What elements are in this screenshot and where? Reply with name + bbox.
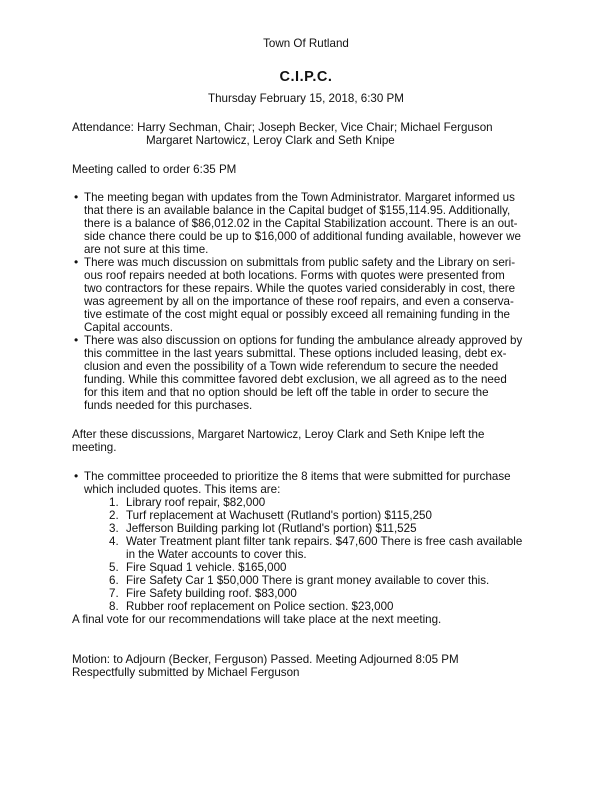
item-number: 2. xyxy=(109,509,119,522)
item-text: Fire Safety Car 1 $50,000 There is grant money available to cover this. xyxy=(126,574,490,587)
paragraph-line: clusion and even the possibility of a Town wide referendum to secure the needed xyxy=(84,360,499,373)
item-text: Water Treatment plant filter tank repairs. $47,600 There is free cash available xyxy=(126,535,523,548)
attendance-line-2: Margaret Nartowicz, Leroy Clark and Seth Knipe xyxy=(146,134,395,147)
paragraph-line: was agreement by all on the importance of these roof repairs, and even a conserva- xyxy=(84,295,514,308)
item-number: 3. xyxy=(109,522,119,535)
item-text: Fire Safety building roof. $83,000 xyxy=(126,587,297,600)
paragraph-line: funds needed for this purchases. xyxy=(84,399,253,412)
paragraph-line: ous roof repairs needed at both locations. Forms with quotes were presented from xyxy=(84,269,505,282)
paragraph-line: for this item and that no option should be left off the table in order to secure the xyxy=(84,386,489,399)
bullet-marker: • xyxy=(74,333,79,347)
paragraph-line: The meeting began with updates from the Town Administrator. Margaret informed us xyxy=(84,191,515,204)
attendance-line-1: Attendance: Harry Sechman, Chair; Joseph Becker, Vice Chair; Michael Ferguson xyxy=(72,121,493,134)
motion-line: Motion: to Adjourn (Becker, Ferguson) Passed. Meeting Adjourned 8:05 PM xyxy=(72,653,459,666)
paragraph-line: funding. While this committee favored debt exclusion, we all agreed as to the need xyxy=(84,373,507,386)
paragraph-line: Capital accounts. xyxy=(84,321,173,334)
item-number: 7. xyxy=(109,587,119,600)
item-number: 1. xyxy=(109,496,119,509)
priority-line-2: which included quotes. This items are: xyxy=(84,483,281,496)
town-name: Town Of Rutland xyxy=(263,37,349,50)
paragraph-line: two contractors for these repairs. While the quotes varied considerably in cost, there xyxy=(84,282,516,295)
item-text: Library roof repair, $82,000 xyxy=(126,496,266,509)
item-text: Jefferson Building parking lot (Rutland's portion) $11,525 xyxy=(126,522,417,535)
item-text: Turf replacement at Wachusett (Rutland's portion) $115,250 xyxy=(126,509,432,522)
paragraph-line: are not sure at this time. xyxy=(84,243,209,256)
paragraph-line: that there is an available balance in the Capital budget of $155,114.95. Additionally, xyxy=(84,204,511,217)
after-discussion-line-2: meeting. xyxy=(72,441,117,454)
item-text: Rubber roof replacement on Police section. $23,000 xyxy=(126,600,394,613)
paragraph-line: There was much discussion on submittals from public safety and the Library on seri- xyxy=(84,256,516,269)
submitted-by: Respectfully submitted by Michael Ferguson xyxy=(72,666,300,679)
bullet-marker: • xyxy=(74,255,79,269)
item-text: Fire Squad 1 vehicle. $165,000 xyxy=(126,561,287,574)
after-discussion-line-1: After these discussions, Margaret Nartowicz, Leroy Clark and Seth Knipe left the xyxy=(72,428,485,441)
paragraph-line: tive estimate of the cost might equal or possibly exceed all remaining funding in the xyxy=(84,308,510,321)
final-vote-note: A final vote for our recommendations will take place at the next meeting. xyxy=(72,613,442,626)
priority-line-1: The committee proceeded to prioritize the 8 items that were submitted for purchase xyxy=(84,470,511,483)
item-number: 5. xyxy=(109,561,119,574)
item-number: 8. xyxy=(109,600,119,613)
paragraph-line: There was also discussion on options for funding the ambulance already approved by xyxy=(84,334,523,347)
item-text: in the Water accounts to cover this. xyxy=(126,548,307,561)
paragraph-line: side chance there could be up to $16,000 of additional funding available, however we xyxy=(84,230,522,243)
call-to-order: Meeting called to order 6:35 PM xyxy=(72,163,237,176)
meeting-date: Thursday February 15, 2018, 6:30 PM xyxy=(208,92,404,105)
bullet-marker: • xyxy=(74,190,79,204)
item-number: 4. xyxy=(109,535,119,548)
item-number: 6. xyxy=(109,574,119,587)
paragraph-line: this committee in the last years submittal. These options included leasing, debt ex- xyxy=(84,347,507,360)
committee-title: C.I.P.C. xyxy=(279,69,333,85)
paragraph-line: there is a balance of $86,012.02 in the Capital Stabilization account. There is an out- xyxy=(84,217,518,230)
bullet-marker: • xyxy=(74,469,79,483)
